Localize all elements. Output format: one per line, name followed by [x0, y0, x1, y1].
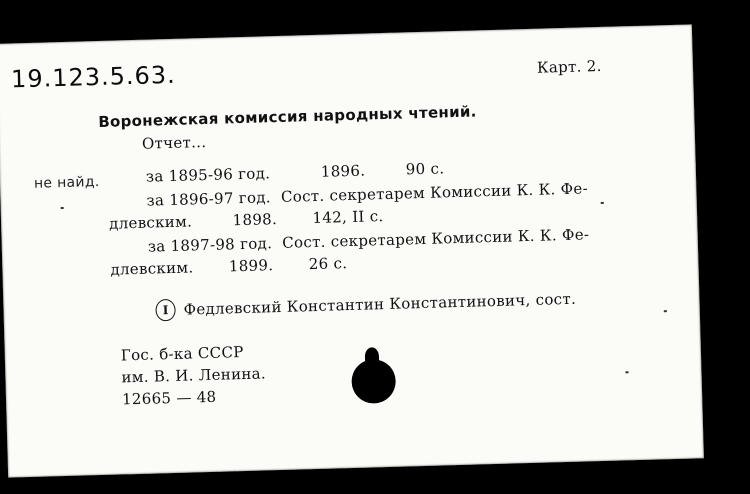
- speck: [601, 202, 604, 204]
- entry-1-line-1: за 1895-96 год. 1896. 90 с.: [145, 159, 445, 186]
- card-subtitle: Отчет...: [141, 132, 207, 153]
- speck: [664, 310, 667, 312]
- speck: [625, 371, 628, 373]
- library-name: Гос. б-ка СССР: [120, 343, 244, 365]
- card-title: Воронежская комиссия народных чтений.: [98, 102, 477, 131]
- circled-i-mark: I: [155, 299, 176, 322]
- entry-2-line-2: длевским. 1898. 142, II с.: [108, 207, 384, 233]
- library-inventory-number: 12665 — 48: [121, 387, 217, 409]
- call-number: 19.123.5.63.: [10, 60, 177, 94]
- handwritten-note: не найд.: [33, 173, 100, 192]
- library-named-after: им. В. И. Ленина.: [121, 364, 267, 387]
- entry-2-line-1: за 1896-97 год. Сост. секретарем Комиссии К. К. Фе-: [146, 179, 589, 210]
- added-entry: Федлевский Константин Константинович, сост.: [183, 289, 577, 319]
- card-label: Карт. 2.: [536, 56, 602, 77]
- entry-3-line-1: за 1897-98 год. Сост. секретарем Комиссии К. К. Фе-: [147, 225, 590, 256]
- ink-stamp: [351, 359, 396, 404]
- catalog-card: [0, 24, 704, 477]
- speck: [61, 207, 64, 209]
- entry-3-line-2: длевским. 1899. 26 с.: [110, 254, 348, 279]
